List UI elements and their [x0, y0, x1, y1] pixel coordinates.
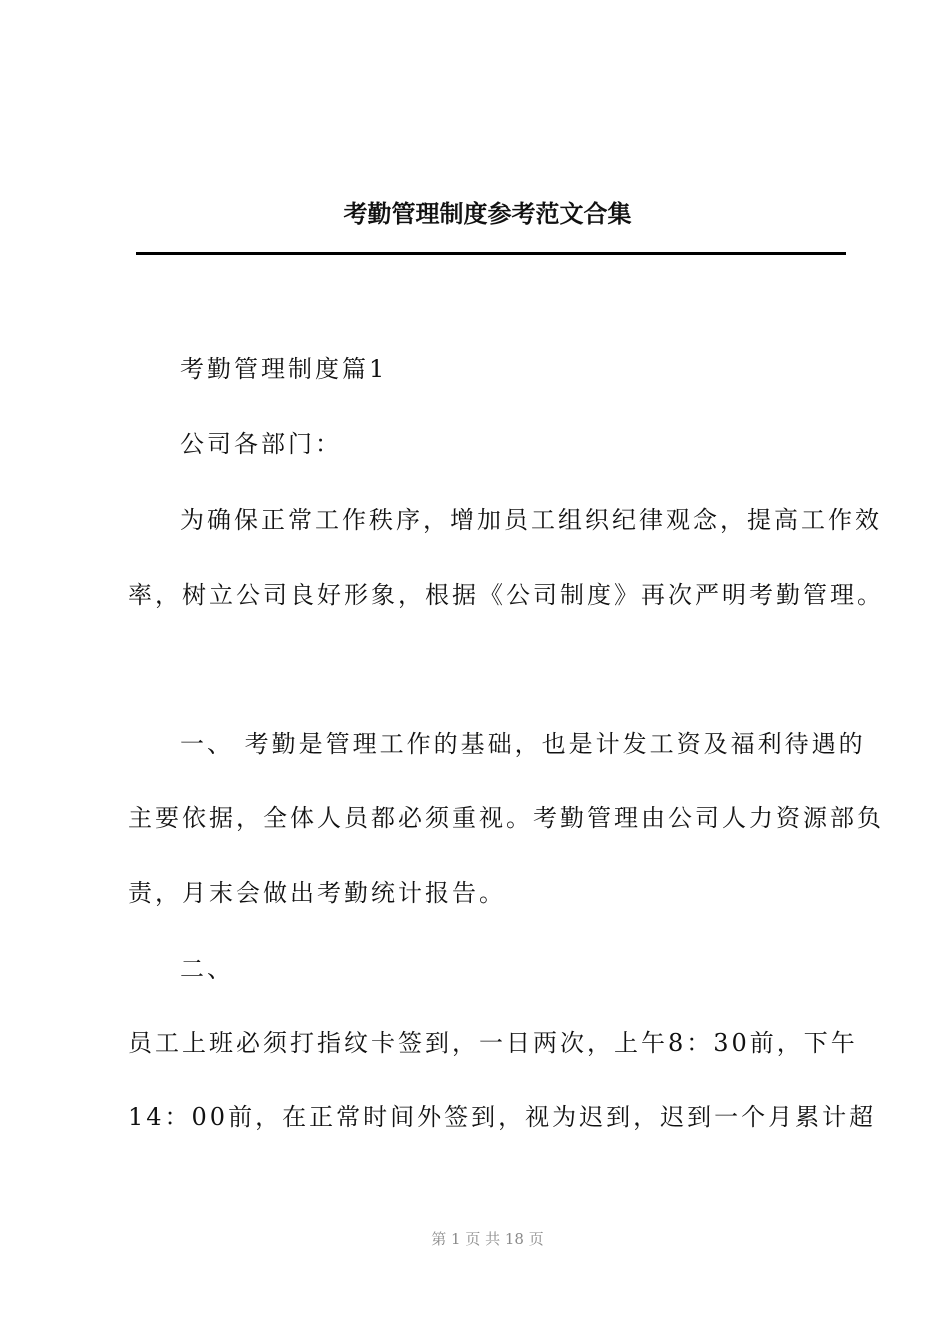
paragraph-line: 一、 考勤是管理工作的基础，也是计发工资及福利待遇的 [180, 730, 866, 758]
title-underline [136, 252, 846, 255]
paragraph-line: 为确保正常工作秩序，增加员工组织纪律观念，提高工作效 [180, 506, 882, 534]
section-heading: 考勤管理制度篇1 [180, 355, 388, 383]
paragraph-line: 员工上班必须打指纹卡签到，一日两次，上午8：30前，下午 [128, 1029, 858, 1057]
page-footer: 第 1 页 共 18 页 [431, 1230, 544, 1248]
paragraph-line: 14：00前，在正常时间外签到，视为迟到，迟到一个月累计超 [128, 1103, 877, 1131]
paragraph-line: 责，月末会做出考勤统计报告。 [128, 879, 506, 907]
paragraph-line: 二、 [180, 955, 234, 983]
document-title: 考勤管理制度参考范文合集 [343, 200, 632, 228]
paragraph-line: 率，树立公司良好形象，根据《公司制度》再次严明考勤管理。 [128, 581, 884, 609]
salutation: 公司各部门： [180, 430, 342, 458]
paragraph-line: 主要依据，全体人员都必须重视。考勤管理由公司人力资源部负 [128, 804, 884, 832]
